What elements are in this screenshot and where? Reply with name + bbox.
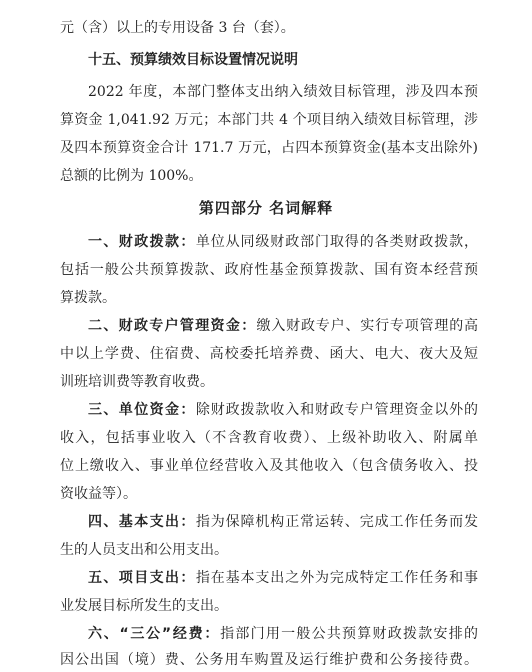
term-definition-line: 业发展目标所发生的支出。	[60, 598, 228, 614]
term-label: 一、财政拨款：	[88, 234, 196, 250]
term-definition-line: 训班培训费等教育收费。	[60, 374, 214, 390]
term-label: 三、单位资金：	[88, 402, 196, 418]
paragraph-line: 算资金 1,041.92 万元；本部门共 4 个项目纳入绩效目标管理，涉	[60, 112, 478, 128]
paragraph-line: 元（含）以上的专用设备 3 台（套）。	[60, 20, 295, 36]
term-label: 六、“三公”经费：	[88, 626, 221, 642]
term-definition-first-line	[88, 401, 478, 419]
term-definition-line: 资收益等）。	[60, 486, 137, 502]
term-definition-line: 位上缴收入、事业单位经营收入及其他收入（包含债务收入、投	[60, 458, 478, 474]
term-label: 四、基本支出：	[88, 514, 196, 530]
term-definition-first-line	[88, 317, 478, 335]
term-label: 五、项目支出：	[88, 570, 196, 586]
term-text: 单位从同级财政部门取得的各类财政拨款，	[195, 234, 479, 250]
term-definition-line: 算拨款。	[60, 290, 116, 306]
paragraph-line: 总额的比例为 100%。	[60, 168, 203, 184]
term-text: 指部门用一般公共预算财政拨款安排的	[220, 626, 479, 642]
term-definition-first-line	[88, 513, 478, 531]
term-definition-first-line	[88, 233, 478, 251]
term-definition-line: 收入，包括事业收入（不含教育收费）、上级补助收入、附属单	[60, 430, 478, 446]
part-title: 第四部分 名词解释	[198, 199, 334, 217]
term-definition-line: 因公出国（境）费、公务用车购置及运行维护费和公务接待费。	[60, 652, 478, 668]
term-text: 缴入财政专户、实行专项管理的高	[256, 318, 479, 334]
paragraph-line: 及四本预算资金合计 171.7 万元，占四本预算资金(基本支出除外)	[60, 140, 478, 156]
term-text: 除财政拨款收入和财政专户管理资金以外的	[195, 402, 479, 418]
term-definition-line: 中以上学费、住宿费、高校委托培养费、函大、电大、夜大及短	[60, 346, 478, 362]
term-definition-first-line	[88, 569, 478, 587]
term-definition-first-line	[88, 625, 478, 643]
term-definition-line: 生的人员支出和公用支出。	[60, 542, 228, 558]
term-label: 二、财政专户管理资金：	[88, 318, 257, 334]
term-definition-line: 包括一般公共预算拨款、政府性基金预算拨款、国有资本经营预	[60, 262, 478, 278]
term-text: 指在基本支出之外为完成特定工作任务和事	[195, 570, 479, 586]
paragraph-line: 2022 年度，本部门整体支出纳入绩效目标管理，涉及四本预	[88, 84, 478, 100]
term-text: 指为保障机构正常运转、完成工作任务而发	[195, 514, 479, 530]
section-heading: 十五、预算绩效目标设置情况说明	[88, 52, 298, 68]
